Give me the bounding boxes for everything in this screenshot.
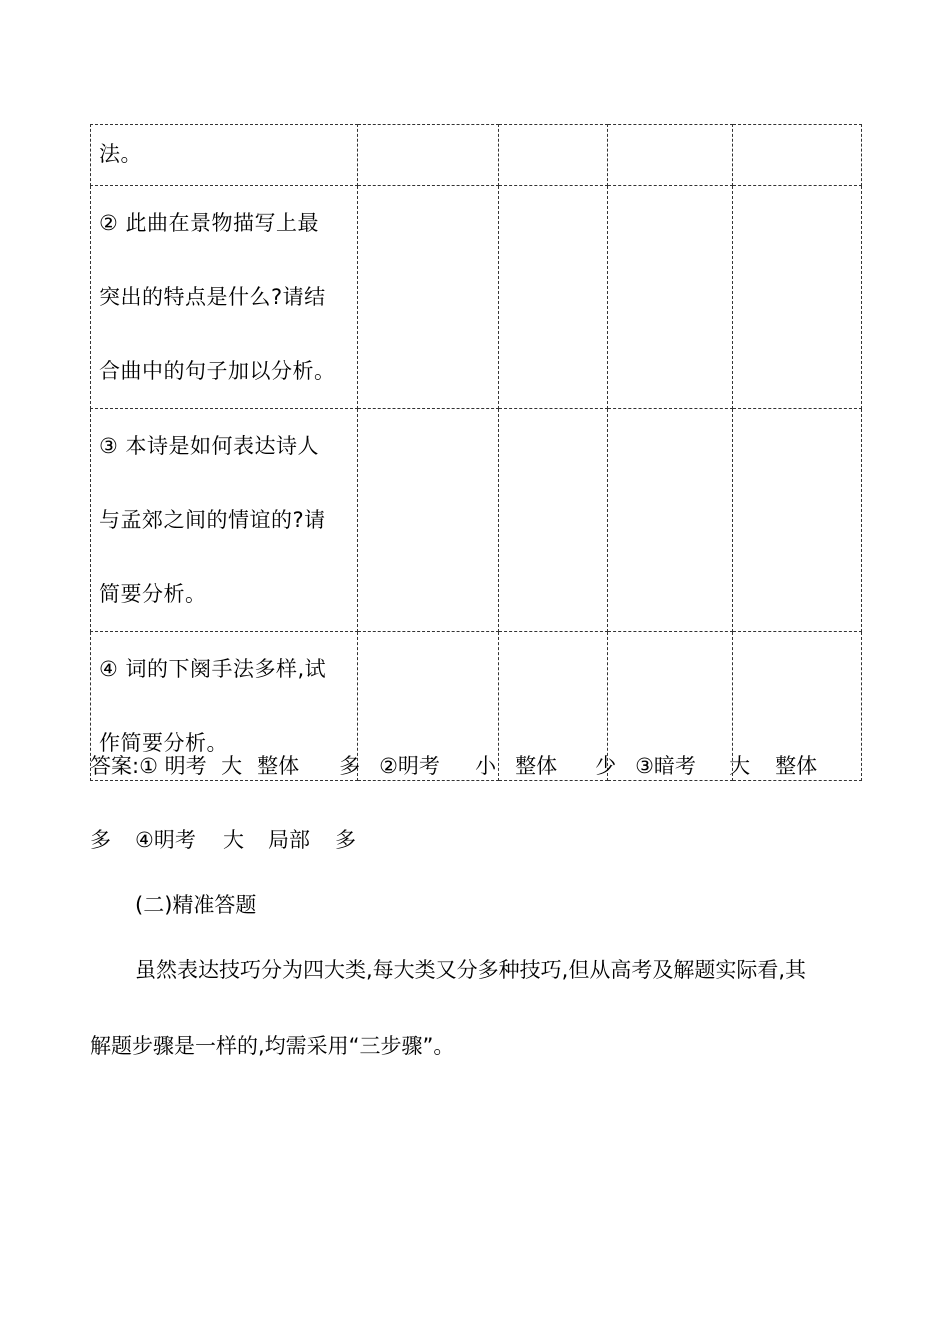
answer-cell: [733, 409, 862, 632]
answer-item: 少: [595, 754, 617, 778]
cell-text: ② 此曲在景物描写上最: [99, 211, 320, 235]
answer-cell: [358, 125, 499, 186]
answer-cell: [608, 409, 733, 632]
answer-item: ① 明考: [139, 754, 207, 778]
answer-item: ②明考: [379, 754, 440, 778]
cell-text: ④ 词的下阕手法多样,试: [99, 657, 327, 681]
section-title: (二)精准答题: [135, 893, 257, 917]
cell-text: 合曲中的句子加以分析。: [99, 359, 336, 383]
cell-text: 作简要分析。: [99, 731, 228, 755]
answer-item: 整体: [775, 754, 818, 778]
answer-cell: [499, 409, 608, 632]
answer-cell: [358, 186, 499, 409]
answer-item: 大: [221, 754, 243, 778]
answer-item: 多: [339, 754, 361, 778]
cell-text: 突出的特点是什么?请结: [99, 285, 326, 309]
answer-line-1: [90, 748, 861, 784]
answer-cell: [608, 186, 733, 409]
question-table: [90, 124, 862, 781]
answer-item: 大: [223, 828, 244, 852]
answer-item: 大: [729, 754, 751, 778]
answer-label: 答案:: [90, 754, 140, 778]
answer-cell: [358, 409, 499, 632]
cell-text: 与孟郊之间的情谊的?请: [99, 508, 326, 532]
answer-item: ④明考: [135, 828, 196, 852]
cell-text: 简要分析。: [99, 582, 207, 606]
answer-cell: [733, 186, 862, 409]
table-row: [91, 125, 862, 186]
answer-item: 整体: [515, 754, 558, 778]
paragraph-line: 解题步骤是一样的,均需采用“三步骤”。: [90, 1034, 455, 1058]
cell-text: ③ 本诗是如何表达诗人: [99, 434, 320, 458]
question-cell: [91, 186, 358, 409]
paragraph-line: 虽然表达技巧分为四大类,每大类又分多种技巧,但从高考及解题实际看,其: [135, 958, 807, 982]
question-cell: [91, 125, 358, 186]
answer-cell: [499, 125, 608, 186]
answer-item: 多: [90, 828, 111, 852]
answer-cell: [608, 125, 733, 186]
answer-item: 多: [335, 828, 356, 852]
answer-item: 整体: [257, 754, 300, 778]
table-row: [91, 409, 862, 632]
table-row: [91, 186, 862, 409]
answer-item: 小: [475, 754, 497, 778]
cell-text: 法。: [99, 142, 142, 166]
answer-item: 局部: [268, 828, 310, 852]
answer-cell: [733, 125, 862, 186]
answer-line-2: [90, 822, 356, 858]
answer-item: ③暗考: [635, 754, 696, 778]
answer-cell: [499, 186, 608, 409]
question-cell: [91, 409, 358, 632]
